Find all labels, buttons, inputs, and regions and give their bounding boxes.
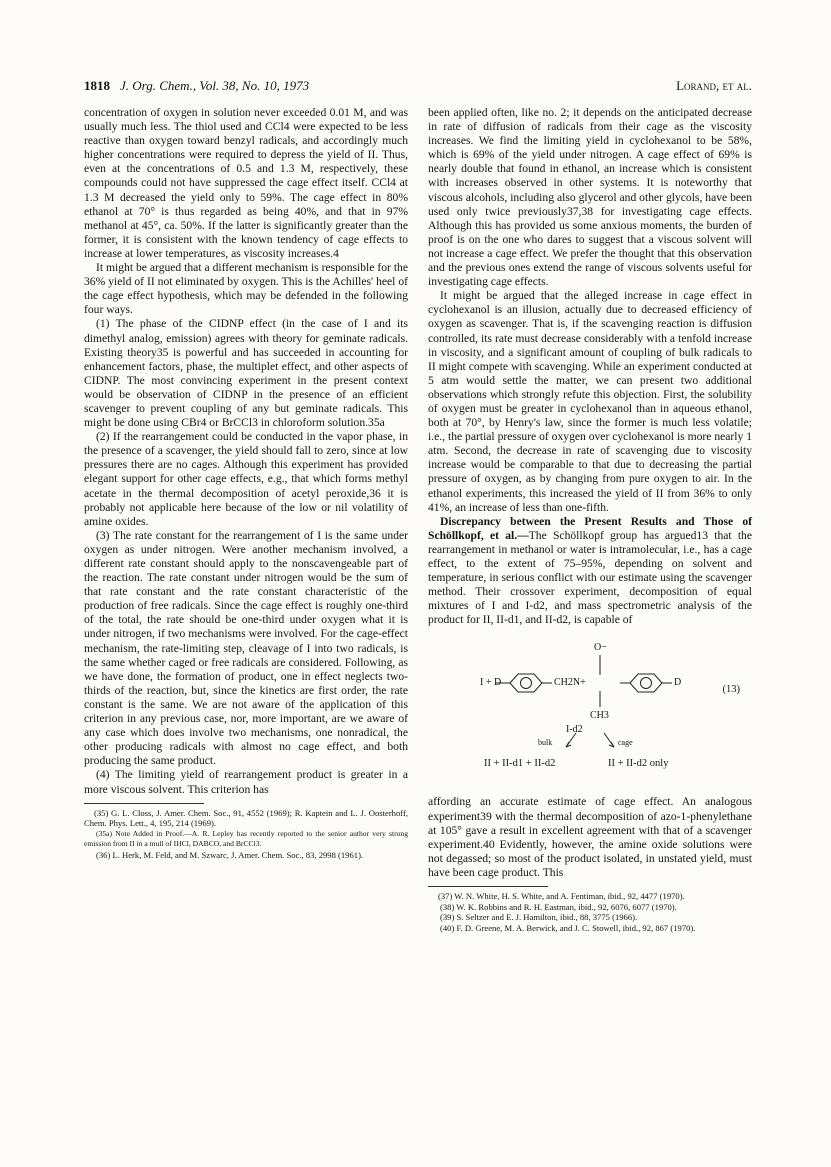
paragraph: It might be argued that a different mechanism is responsible for the 36% yield of II not eliminated by oxygen. This is the Achilles' heel of the cage effect hypothesis, which may be defended in the following four ways. (84, 261, 408, 317)
page-number: 1818 (84, 78, 110, 93)
reaction-scheme (428, 633, 752, 785)
running-header-authors: Lorand, et al. (676, 78, 752, 93)
journal-citation: J. Org. Chem., Vol. 38, No. 10, 1973 (120, 78, 310, 93)
paragraph: been applied often, like no. 2; it depends on the anticipated decrease in rate of diffusion of radicals from their cage as the viscosity increases. We find the limiting yield in cyclohexanol to be 58%, which is 69% of the yield under nitrogen. A cage effect of 69% is nearly double that found in ethanol, an increase which is consistent with increases observed in other systems. It is noteworthy that viscous alcohols, including also glycerol and other glycols, have been used only twice previously37,38 for investigating cage effects. Although this has provided us some anxious moments, the burden of proof is on the one who dares to suggest that a viscous solvent will not increase a cage effect. We prefer the thought that this observation and the previous ones extend the range of viscous solvents useful for investigating cage effects. (428, 106, 752, 289)
section-text: The Schöllkopf group has argued13 that the rearrangement in methanol or water is intramolecular, i.e., has a cage effect, to the extent of 75–95%, depending on solvent and temperature, in serious conflict with our estimate using the scavenger method. Their crossover experiment, decomposition of equal mixtures of I and I-d2, and mass spectrometric analysis of the product for II, II-d1, and II-d2, is capable of (428, 528, 752, 627)
paragraph: It might be argued that the alleged increase in cage effect in cyclohexanol is an illusion, actually due to decreased efficiency of oxygen as scavenger. That is, if the scavenging reaction is diffusion controlled, its rate must decrease considerably with a tenfold increase in viscosity, and a significant amount of coupling of bulk radicals to II might compete with scavenging. While an experiment conducted at 5 atm would settle the matter, we can present two additional observations which strongly refute this objection. First, the solubility of oxygen must be greater in cyclohexanol than in aqueous ethanol, both at 70°, by Henry's law, since the former is much less volatile; i.e., the partial pressure of oxygen over cyclohexanol is more nearly 1 atm. Second, the decrease in rate of scavenging due to viscosity increase would be comparable to that due to decreasing the partial pressure of oxygen, as by changing from pure oxygen to air. In the ethanol experiments, this increased the yield of II from 36% to only 41%, an increase of less than one-fifth. (428, 289, 752, 514)
footnote: (37) W. N. White, H. S. White, and A. Fentiman, ibid., 92, 4477 (1970). (438, 891, 685, 902)
page-header (84, 78, 752, 98)
section-paragraph (428, 515, 752, 628)
section-heading: Discrepancy between the Present Results and Those of Schöllkopf, et al.— (428, 514, 752, 542)
left-column (84, 106, 408, 861)
scheme-bulk-label: bulk (538, 738, 553, 748)
footnote-divider (84, 803, 204, 804)
scheme-cage-label: cage (618, 738, 633, 748)
scheme-end-group: D (674, 677, 682, 689)
footnotes-right (428, 891, 752, 933)
paragraph: (1) The phase of the CIDNP effect (in the case of I and its dimethyl analog, emission) agrees with theory for geminate radicals. Existing theory35 is powerful and has succeeded in accounting for enhancement factors, phase, the multiplet effect, and other aspects of CIDNP. The most convincing experiment in the present context would be observation of CIDNP in the presence of an efficient scavenger to prevent coupling of any but geminate radicals. This might be done using CBr4 or BrCCl3 in chloroform solution.35a (84, 317, 408, 430)
paragraph: (4) The limiting yield of rearrangement product is greater in a more viscous solvent. This criterion has (84, 768, 408, 796)
footnote: (40) F. D. Greene, M. A. Berwick, and J. C. Stowell, ibid., 92, 867 (1970). (440, 922, 696, 933)
scheme-oxide: O− (594, 642, 607, 654)
footnote: (36) L. Herk, M. Feld, and M. Szwarc, J. Amer. Chem. Soc., 83, 2998 (1961). (96, 849, 364, 860)
scheme-bulk-products: II + II-d1 + II-d2 (484, 758, 556, 770)
paragraph: (2) If the rearrangement could be conducted in the vapor phase, in the presence of a scavenger, the yield should fall to zero, since at low pressures there are no cages. Although this experiment has provided elegant support for other cage effects, e.g., that which forms methyl acetate in the thermal decomposition of acetyl peroxide,36 it is probably not applicable here because of the low or nil volatility of amine oxides. (84, 430, 408, 528)
running-header-left (84, 78, 309, 94)
scheme-reactants: I + D (480, 677, 502, 689)
paragraph: affording an accurate estimate of cage effect. An analogous experiment39 with the thermal decomposition of azo-1-phenylethane at 105° gave a result in excellent agreement with that of a scavenger experiment.40 Evidently, however, the amine oxide solutions were not degassed; so most of the product isolated, in unstated yield, must have been cage product. This (428, 795, 752, 879)
scheme-cage-products: II + II-d2 only (608, 758, 669, 770)
footnotes-left (84, 808, 408, 861)
paragraph: (3) The rate constant for the rearrangement of I is the same under oxygen as under nitrogen. Were another mechanism involved, a different rate constant should apply to the nonscavengeable part of the reaction. The rate constant under nitrogen would be the sum of that rate constant and the rate constant characteristic of the production of free radicals. Since the cage effect is roughly one-third of the total, the rate should be one-third under oxygen what it is under nitrogen, if two mechanisms were involved. For the cage-effect mechanism, the rate-limiting step, cleavage of I into two radicals, is the same whether caged or free radicals are considered. Following, as we have done, the formation of product, one in effect neglects two-thirds of the reaction, but, since the kinetics are first order, the rate constant is the same. We are not aware of the application of this criterion in any previous case, nor, more important, are we aware of any case which does involve two mechanisms, one nonradical, the other producing radicals with almost no cage effect, and both producing the same product. (84, 528, 408, 768)
paragraph: concentration of oxygen in solution never exceeded 0.01 M, and was usually much less. The thiol used and CCl4 were expected to be less reactive than oxygen toward benzyl radicals, and accordingly much higher concentrations were required to depress the yield of II. Thus, even at the concentrations of 0.5 and 1.3 M, respectively, these compounds could not have suppressed the cage effect itself. CCl4 at 1.3 M decreased the yield only to 59%. The cage effect in 80% ethanol at 70° is thus regarded as being 40%, and that in 97% methanol at 45°, ca. 50%. If the latter is significantly greater than the former, it is consistent with the known tendency of cage effects to increase at lower temperatures, as viscosity increases.4 (84, 106, 408, 260)
scheme-center-group: CH2N+ (554, 677, 586, 689)
scheme-compound-label: I-d2 (566, 724, 583, 736)
right-column (428, 106, 752, 933)
equation-number: (13) (722, 684, 740, 696)
footnote: (38) W. K. Robbins and R. H. Eastman, ibid., 92, 6076, 6077 (1970). (440, 901, 677, 912)
footnote: (35) G. L. Closs, J. Amer. Chem. Soc., 91, 4552 (1969); R. Kaptein and L. J. Oosterhoff, Chem. Phys. Lett., 4, 195, 214 (1969). (84, 807, 408, 829)
footnote-divider (428, 886, 548, 887)
scheme-methyl: CH3 (590, 710, 609, 722)
footnote: (35a) Note Added in Proof.—A. R. Lepley has recently reported to the senior author very strong emission from II in a mull of IHCl, DABCO, and BrCCl3. (84, 828, 408, 849)
footnote: (39) S. Seltzer and E. J. Hamilton, ibid., 88, 3775 (1966). (440, 912, 638, 923)
